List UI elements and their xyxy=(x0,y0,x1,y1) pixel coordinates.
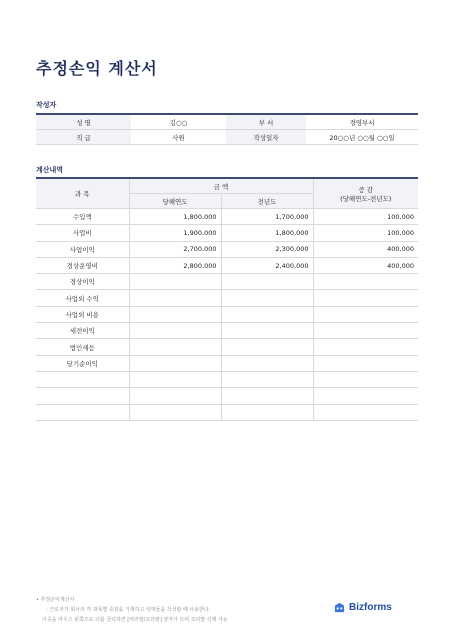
name-value[interactable]: 김○○ xyxy=(131,114,226,130)
current-year-cell[interactable] xyxy=(129,404,221,420)
item-name-cell[interactable]: 사업외 비용 xyxy=(36,306,129,322)
item-name-cell[interactable]: 수입액 xyxy=(36,209,129,225)
previous-year-cell[interactable]: 2,300,000 xyxy=(221,241,313,257)
change-cell[interactable]: 400,000 xyxy=(313,241,418,257)
change-cell[interactable] xyxy=(313,371,418,387)
change-cell[interactable]: 400,000 xyxy=(313,257,418,273)
item-name-cell[interactable] xyxy=(36,388,129,404)
footer-notes xyxy=(36,595,228,625)
table-row xyxy=(36,404,418,420)
author-row xyxy=(36,130,418,145)
item-header: 과 목 xyxy=(36,178,129,209)
document-title: 추정손익 계산서 xyxy=(36,59,158,78)
table-row xyxy=(36,274,418,290)
current-year-cell[interactable]: 2,700,000 xyxy=(129,241,221,257)
previous-year-cell[interactable] xyxy=(221,290,313,306)
change-cell[interactable] xyxy=(313,339,418,355)
detail-rows xyxy=(36,209,418,421)
change-cell[interactable] xyxy=(313,355,418,371)
table-row xyxy=(36,257,418,273)
table-row xyxy=(36,323,418,339)
item-name-cell[interactable]: 사업이익 xyxy=(36,241,129,257)
name-label: 성 명 xyxy=(36,114,131,130)
table-row xyxy=(36,371,418,387)
previous-year-header: 전년도 xyxy=(221,194,313,209)
item-name-cell[interactable] xyxy=(36,404,129,420)
notes-line-1: - 근로자가 회사의 각 과목별 증감을 기재하고 내역들을 작성할 때 사용한다. xyxy=(46,607,211,613)
change-header-sub: (당해연도-전년도) xyxy=(340,194,392,203)
item-name-cell[interactable]: 법인세등 xyxy=(36,339,129,355)
change-cell[interactable] xyxy=(313,274,418,290)
change-cell[interactable]: 100,000 xyxy=(313,225,418,241)
current-year-cell[interactable]: 1,800,000 xyxy=(129,209,221,225)
rank-label: 직 급 xyxy=(36,130,131,145)
change-cell[interactable] xyxy=(313,323,418,339)
item-name-cell[interactable]: 세전이익 xyxy=(36,323,129,339)
previous-year-cell[interactable] xyxy=(221,404,313,420)
previous-year-cell[interactable]: 2,400,000 xyxy=(221,257,313,273)
item-name-cell[interactable]: 당기순이익 xyxy=(36,355,129,371)
current-year-cell[interactable]: 1,900,000 xyxy=(129,225,221,241)
notes-line-2: 이곳을 마우스 왼쪽으로 더블 클릭하면 [머리말/꼬리말] 상자가 뜨며 꼬리말 삭제 가능 xyxy=(42,617,228,623)
current-year-cell[interactable] xyxy=(129,290,221,306)
detail-section-heading: 계산내역 xyxy=(36,166,64,174)
date-label: 작성일자 xyxy=(226,130,306,145)
item-name-cell[interactable]: 사업비 xyxy=(36,225,129,241)
change-cell[interactable]: 100,000 xyxy=(313,209,418,225)
department-label: 부 서 xyxy=(226,114,306,130)
previous-year-cell[interactable] xyxy=(221,323,313,339)
department-value[interactable]: 경영부서 xyxy=(306,114,418,130)
table-row xyxy=(36,241,418,257)
current-year-cell[interactable] xyxy=(129,371,221,387)
current-year-cell[interactable]: 2,800,000 xyxy=(129,257,221,273)
table-row xyxy=(36,306,418,322)
notes-title-line xyxy=(36,595,228,605)
rank-value[interactable]: 사원 xyxy=(131,130,226,145)
current-year-cell[interactable] xyxy=(129,306,221,322)
date-value[interactable]: 20○○년 ○○월 ○○일 xyxy=(306,130,418,145)
table-row xyxy=(36,209,418,225)
current-year-cell[interactable] xyxy=(129,355,221,371)
change-cell[interactable] xyxy=(313,290,418,306)
current-year-cell[interactable] xyxy=(129,274,221,290)
previous-year-cell[interactable]: 1,800,000 xyxy=(221,225,313,241)
current-year-cell[interactable] xyxy=(129,323,221,339)
change-cell[interactable] xyxy=(313,306,418,322)
current-year-header: 당해연도 xyxy=(129,194,221,209)
previous-year-cell[interactable]: 1,700,000 xyxy=(221,209,313,225)
previous-year-cell[interactable] xyxy=(221,339,313,355)
item-name-cell[interactable]: 사업외 수익 xyxy=(36,290,129,306)
previous-year-cell[interactable] xyxy=(221,355,313,371)
item-name-cell[interactable] xyxy=(36,371,129,387)
author-section-heading: 작성자 xyxy=(36,101,57,109)
previous-year-cell[interactable] xyxy=(221,371,313,387)
item-name-cell[interactable]: 경상이익 xyxy=(36,274,129,290)
item-name-cell[interactable]: 경상운영비 xyxy=(36,257,129,273)
header-row xyxy=(36,178,418,194)
previous-year-cell[interactable] xyxy=(221,274,313,290)
change-cell[interactable] xyxy=(313,388,418,404)
change-header xyxy=(313,178,418,209)
table-row xyxy=(36,339,418,355)
change-header-label: 증 감 xyxy=(358,185,374,194)
notes-title: 추정손익계산서 xyxy=(40,597,75,603)
table-row xyxy=(36,388,418,404)
previous-year-cell[interactable] xyxy=(221,306,313,322)
previous-year-cell[interactable] xyxy=(221,388,313,404)
brand-logo xyxy=(334,602,392,613)
amount-header: 금 액 xyxy=(129,178,313,194)
table-row xyxy=(36,355,418,371)
table-row xyxy=(36,225,418,241)
brand-name: Bizforms xyxy=(349,602,392,613)
table-row xyxy=(36,290,418,306)
building-icon xyxy=(334,602,345,613)
author-row xyxy=(36,114,418,130)
current-year-cell[interactable] xyxy=(129,339,221,355)
detail-table xyxy=(36,177,418,421)
bullet-icon: • xyxy=(36,597,39,603)
current-year-cell[interactable] xyxy=(129,388,221,404)
author-table xyxy=(36,113,418,145)
change-cell[interactable] xyxy=(313,404,418,420)
